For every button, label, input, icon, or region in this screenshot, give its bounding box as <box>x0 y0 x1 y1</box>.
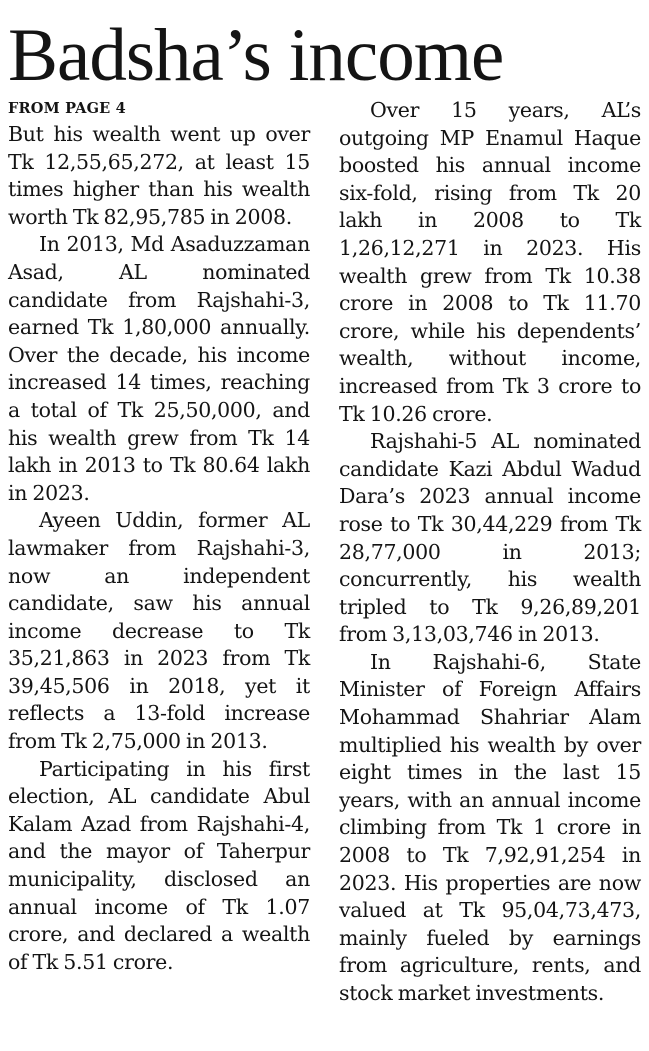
paragraph: But his wealth went up over Tk 12,55,65,272, at least 15 times higher than his wealth worth Tk 82,95,785 in 2008. <box>8 122 310 229</box>
headline: Badsha’s income <box>8 14 504 97</box>
paragraph: Rajshahi-5 AL nominated candidate Kazi Abdul Wadud Dara’s 2023 annual income rose to Tk 30,44,229 from Tk 28,77,000 in 2013; concurrently, his wealth tripled to Tk 9,26,89,201 from 3,13,03,746 in 2013. <box>339 429 641 647</box>
article-column-right <box>339 97 641 1008</box>
paragraph: Ayeen Uddin, former AL lawmaker from Rajshahi-3, now an independent candidate, saw his annual income decrease to Tk 35,21,863 in 2023 from Tk 39,45,506 in 2018, yet it reflects a 13-fold increase from Tk 2,75,000 in 2013. <box>8 508 310 754</box>
paragraph: Over 15 years, AL’s outgoing MP Enamul Haque boosted his annual income six-fold, rising from Tk 20 lakh in 2008 to Tk 1,26,12,271 in 2023. His wealth grew from Tk 10.38 crore in 2008 to Tk 11.70 crore, while his dependents’ wealth, without income, increased from Tk 3 crore to Tk 10.26 crore. <box>339 98 641 426</box>
paragraph: In Rajshahi-6, State Minister of Foreign Affairs Mohammad Shahriar Alam multiplied his wealth by over eight times in the last 15 years, with an annual income climbing from Tk 1 crore in 2008 to Tk 7,92,91,254 in 2023. His properties are now valued at Tk 95,04,73,473, mainly fueled by earnings from agriculture, rents, and stock market investments. <box>339 649 641 1005</box>
paragraph: Participating in his first election, AL candidate Abul Kalam Azad from Rajshahi-4, and the mayor of Taherpur municipality, disclosed an annual income of Tk 1.07 crore, and declared a wealth of Tk 5.51 crore. <box>8 756 310 974</box>
article-column-left <box>8 97 310 976</box>
jump-label: FROM PAGE 4 <box>8 100 126 117</box>
paragraph: In 2013, Md Asaduzzaman Asad, AL nominated candidate from Rajshahi-3, earned Tk 1,80,000 annually. Over the decade, his income increased 14 times, reaching a total of Tk 25,50,000, and his wealth grew from Tk 14 lakh in 2013 to Tk 80.64 lakh in 2023. <box>8 232 310 505</box>
